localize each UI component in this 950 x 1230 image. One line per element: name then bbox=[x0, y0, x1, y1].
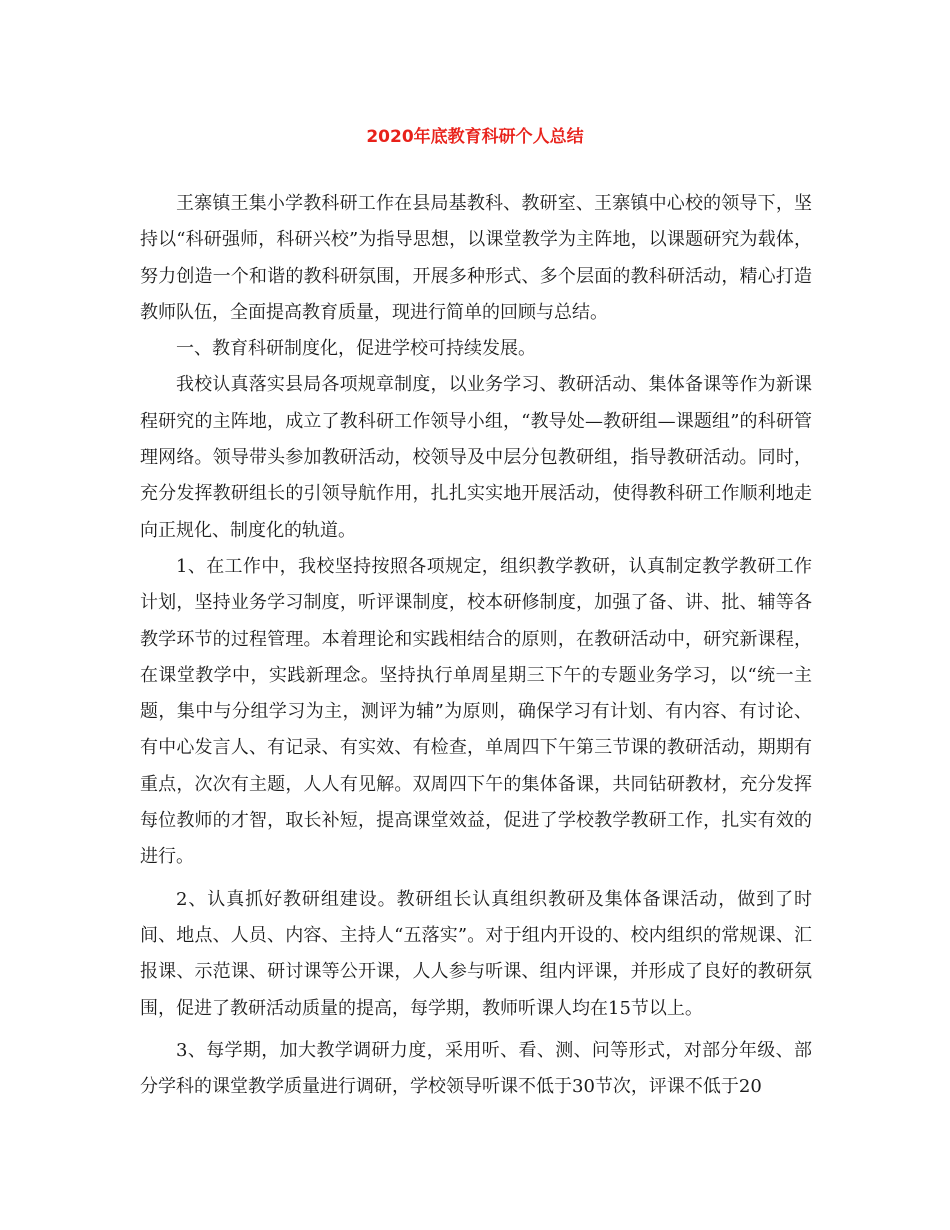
paragraph-section-1: 我校认真落实县局各项规章制度，以业务学习、教研活动、集体备课等作为新课程研究的主阵地，成立了教科研工作领导小组，“教导处—教研组—课题组”的科研管理网络。领导带头参加教研活动，校领导及中层分包教研组，指导教研活动。同时，充分发挥教研组长的引领导航作用，扎扎实实地开展活动，使得教科研工作顺利地走向正规化、制度化的轨道。 bbox=[140, 374, 812, 541]
document-body bbox=[140, 186, 812, 1105]
paragraph-item-3: 3、每学期，加大教学调研力度，采用听、看、测、问等形式，对部分年级、部分学科的课堂教学质量进行调研，学校领导听课不低于30节次，评课不低于20 bbox=[140, 1039, 812, 1098]
paragraph-intro: 王寨镇王集小学教科研工作在县局基教科、教研室、王寨镇中心校的领导下，坚持以“科研强师，科研兴校”为指导思想，以课堂教学为主阵地，以课题研究为载体，努力创造一个和谐的教科研氛围，开展多种形式、多个层面的教科研活动，精心打造教师队伍，全面提高教育质量，现进行简单的回顾与总结。 bbox=[140, 193, 812, 323]
paragraph-item-2: 2、认真抓好教研组建设。教研组长认真组织教研及集体备课活动，做到了时间、地点、人员、内容、主持人“五落实”。对于组内开设的、校内组织的常规课、汇报课、示范课、研讨课等公开课，人人参与听课、组内评课，并形成了良好的教研氛围，促进了教研活动质量的提高，每学期，教师听课人均在15节以上。 bbox=[140, 888, 812, 1019]
document-title: 2020年底教育科研个人总结 bbox=[366, 127, 584, 147]
section-heading-1: 一、教育科研制度化，促进学校可持续发展。 bbox=[176, 338, 536, 360]
paragraph-item-1: 1、在工作中，我校坚持按照各项规定，组织教学教研，认真制定教学教研工作计划，坚持业务学习制度，听评课制度，校本研修制度，加强了备、讲、批、辅等各教学环节的过程管理。本着理论和实践相结合的原则，在教研活动中，研究新课程，在课堂教学中，实践新理念。坚持执行单周星期三下午的专题业务学习，以“统一主题，集中与分组学习为主，测评为辅”为原则，确保学习有计划、有内容、有讨论、有中心发言人、有记录、有实效、有检查，单周四下午第三节课的教研活动，期期有重点，次次有主题，人人有见解。双周四下午的集体备课，共同钻研教材，充分发挥每位教师的才智，取长补短，提高课堂效益，促进了学校教学教研工作，扎实有效的进行。 bbox=[140, 555, 812, 868]
